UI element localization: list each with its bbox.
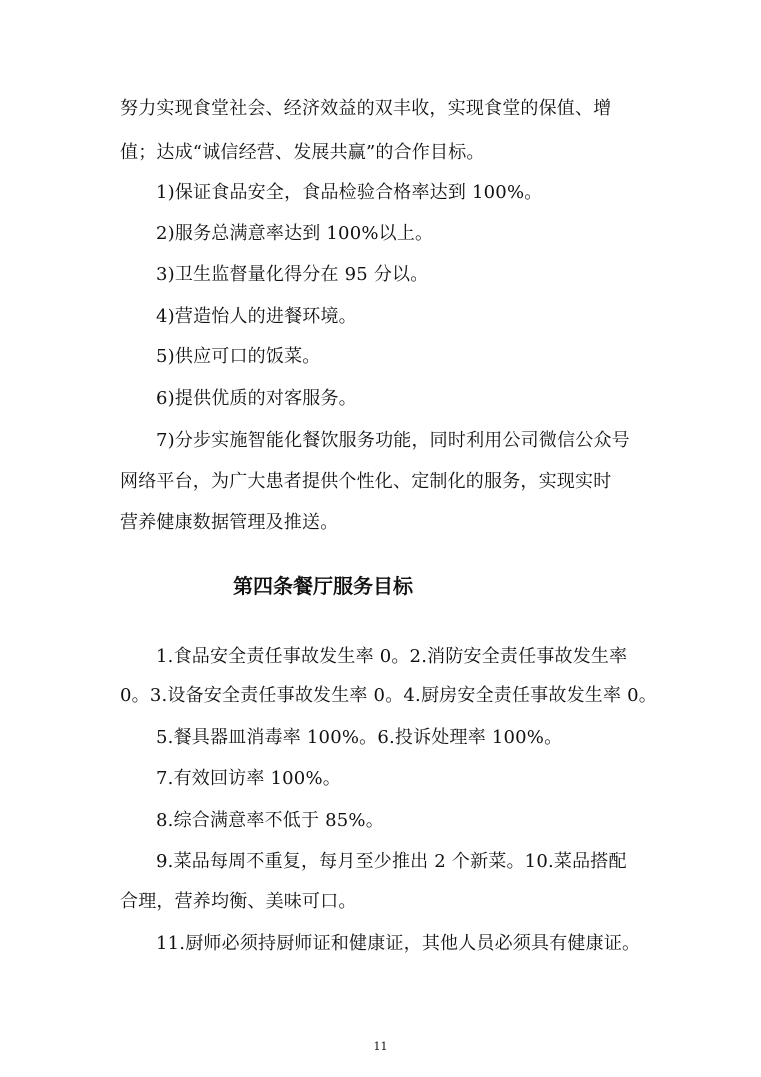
service-target-p1-line-1: 1.食品安全责任事故发生率 0。2.消防安全责任事故发生率 [156,646,628,667]
section-heading: 第四条餐厅服务目标 [233,574,413,598]
goal-item-7-line-2: 网络平台，为广大患者提供个性化、定制化的服务，实现实时 [120,471,612,492]
goal-item-7-line-1: 7)分步实施智能化餐饮服务功能，同时利用公司微信公众号 [156,430,630,451]
service-target-p4: 8.综合满意率不低于 85%。 [156,810,384,831]
intro-paragraph-line-2: 值；达成“诚信经营、发展共赢”的合作目标。 [120,142,485,163]
goal-item-7-line-3: 营养健康数据管理及推送。 [120,512,339,533]
service-target-p6: 11.厨师必须持厨师证和健康证，其他人员必须具有健康证。 [156,933,641,954]
goal-item-1: 1)保证食品安全，食品检验合格率达到 100%。 [156,182,543,203]
goal-item-2: 2)服务总满意率达到 100%以上。 [156,223,434,244]
service-target-p1-line-2: 0。3.设备安全责任事故发生率 0。4.厨房安全责任事故发生率 0。 [120,685,657,706]
goal-item-3: 3)卫生监督量化得分在 95 分以。 [156,264,429,285]
goal-item-6: 6)提供优质的对客服务。 [156,388,357,409]
service-target-p2: 5.餐具器皿消毒率 100%。6.投诉处理率 100%。 [156,727,563,748]
service-target-p5-line-2: 合理，营养均衡、美味可口。 [120,891,357,912]
service-target-p3: 7.有效回访率 100%。 [156,768,341,789]
goal-item-4: 4)营造怡人的进餐环境。 [156,306,357,327]
goal-item-5: 5)供应可口的饭菜。 [156,346,321,367]
service-target-p5-line-1: 9.菜品每周不重复，每月至少推出 2 个新菜。10.菜品搭配 [156,851,627,872]
page-number: 11 [373,1040,388,1053]
intro-paragraph-line-1: 努力实现食堂社会、经济效益的双丰收，实现食堂的保值、增 [120,98,612,119]
